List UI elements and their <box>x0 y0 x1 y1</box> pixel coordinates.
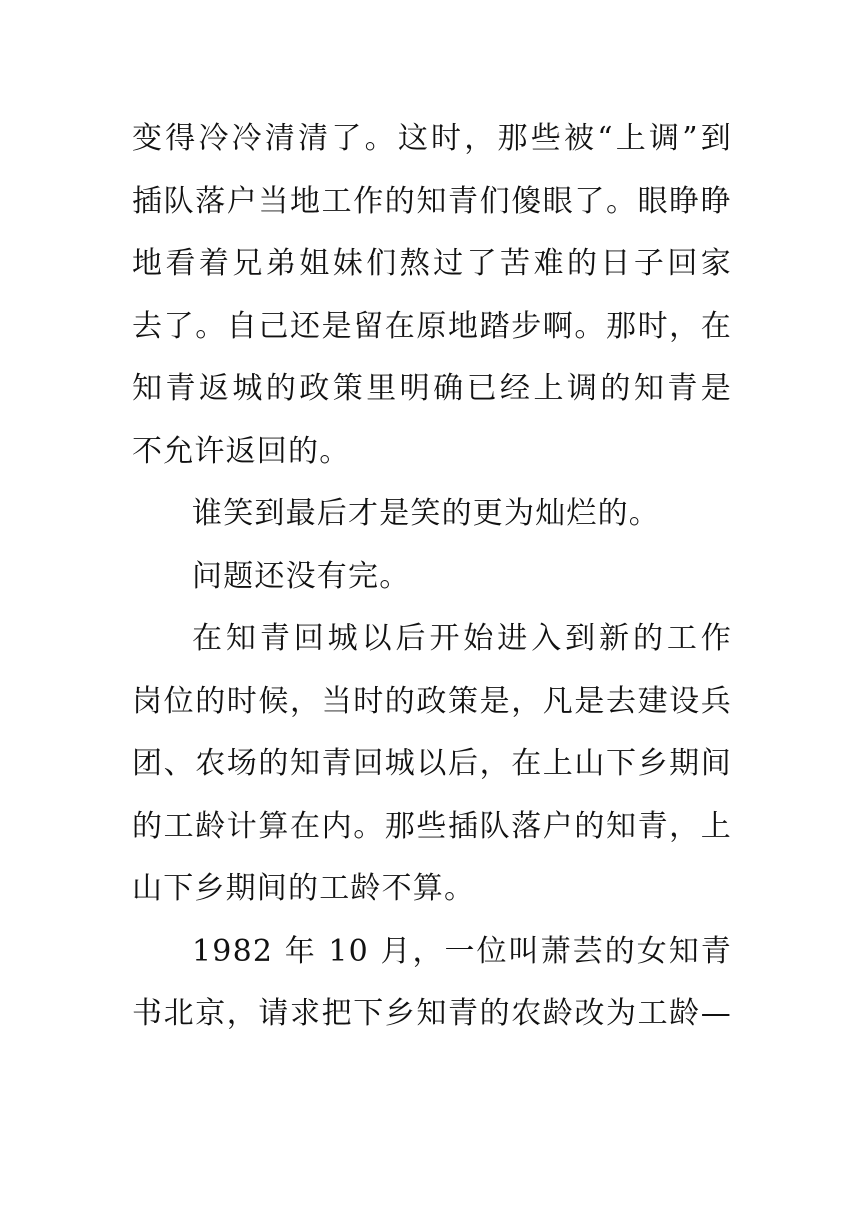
text-line: 去了。自己还是留在原地踏步啊。那时，在 <box>132 308 732 344</box>
text-line: 不允许返回的。 <box>132 433 351 469</box>
text-line: 书北京，请求把下乡知青的农龄改为工龄— <box>132 996 732 1031</box>
text-line: 的工龄计算在内。那些插队落户的知青，上 <box>132 808 732 844</box>
text-line: 山下乡期间的工龄不算。 <box>132 871 476 906</box>
text-line: 团、农场的知青回城以后，在上山下乡期间 <box>132 746 732 781</box>
text-line: 地看着兄弟姐妹们熬过了苦难的日子回家 <box>132 246 732 281</box>
text-line: 知青返城的政策里明确已经上调的知青是 <box>132 371 732 406</box>
text-line: 变得冷冷清清了。这时，那些被“上调”到 <box>132 121 732 156</box>
text-line: 插队落户当地工作的知青们傻眼了。眼睁睁 <box>132 183 732 219</box>
text-line: 1982 年 10 月，一位叫萧芸的女知青 <box>192 933 732 969</box>
text-line: 问题还没有完。 <box>192 558 411 594</box>
text-line: 在知青回城以后开始进入到新的工作 <box>192 621 732 656</box>
text-line: 岗位的时候，当时的政策是，凡是去建设兵 <box>132 683 732 719</box>
text-line: 谁笑到最后才是笑的更为灿烂的。 <box>192 496 660 531</box>
body-text <box>132 108 732 1046</box>
